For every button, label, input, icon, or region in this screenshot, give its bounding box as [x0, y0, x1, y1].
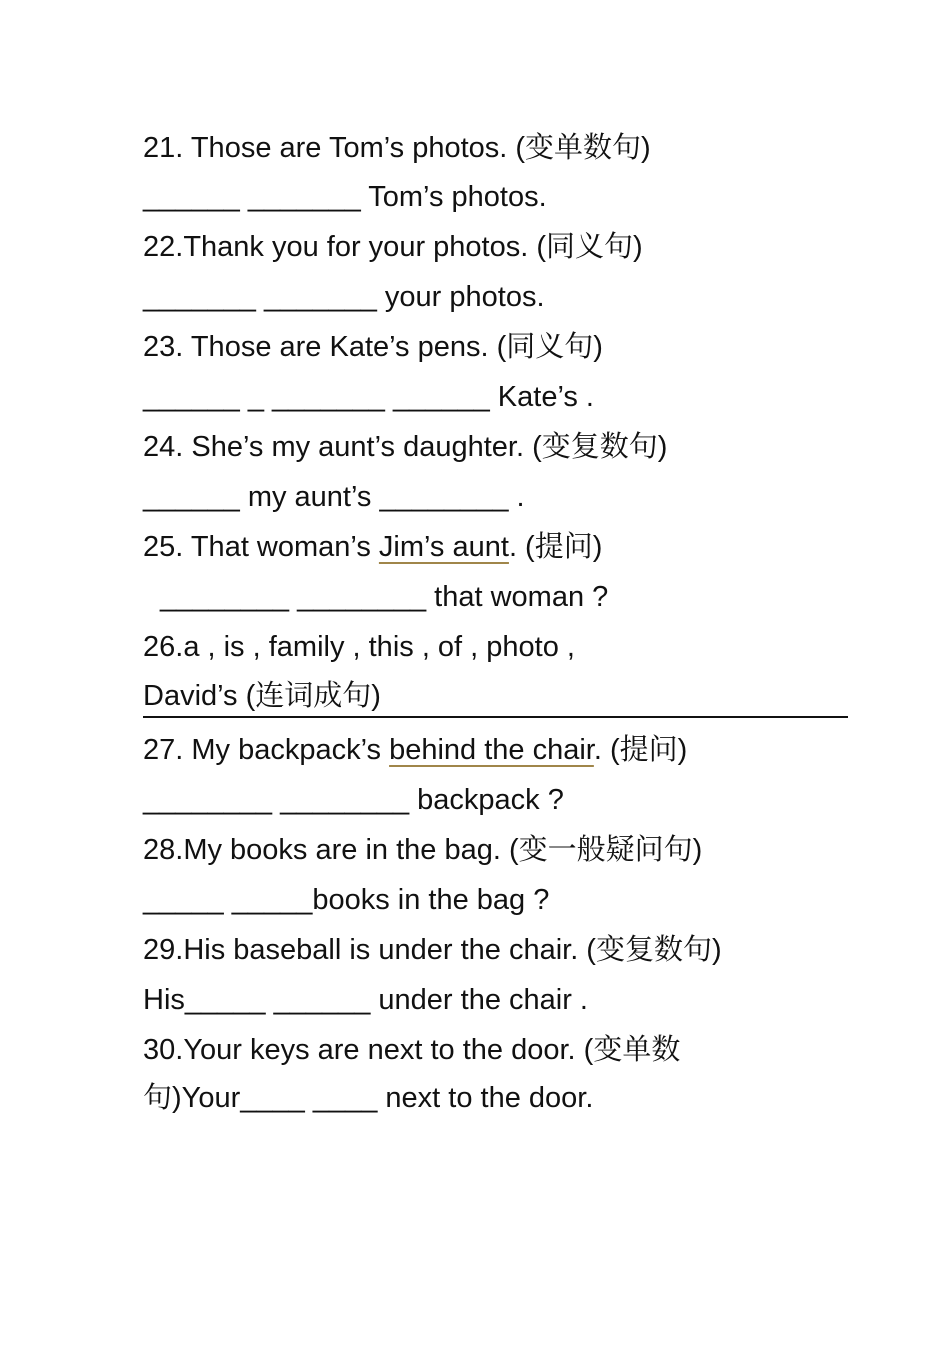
exercise-30-answer: 句)Your____ ____ next to the door.: [143, 1082, 594, 1114]
exercise-23-answer: ______ _ _______ ______ Kate’s .: [143, 381, 594, 413]
exercise-27-question-end: . (提问): [593, 734, 688, 766]
exercise-22-question: 22.Thank you for your photos. (同义句): [143, 231, 643, 263]
exercise-25-question: [143, 529, 848, 565]
exercise-21-question: 21. Those are Tom’s photos. (变单数句): [143, 132, 651, 164]
exercise-24-answer: ______ my aunt’s ________ .: [143, 481, 525, 513]
exercise-29-answer: His_____ ______ under the chair .: [143, 984, 588, 1016]
exercise-21-answer: ______ _______ Tom’s photos.: [143, 181, 547, 213]
exercise-30-question: 30.Your keys are next to the door. (变单数: [143, 1034, 681, 1066]
exercise-25-answer: ________ ________ that woman ?: [160, 581, 609, 613]
exercise-27-answer: ________ ________ backpack ?: [143, 784, 564, 816]
exercise-25-underlined-part: Jim’s aunt: [378, 531, 509, 563]
exercise-25-question-end: . (提问): [508, 531, 603, 563]
exercise-25-question-start: 25. That woman’s: [143, 531, 379, 563]
exercise-27-question-start: 27. My backpack’s: [143, 734, 390, 766]
exercise-27-underlined-part: behind the chair: [389, 734, 594, 766]
exercise-29-question: 29.His baseball is under the chair. (变复数句): [143, 934, 722, 966]
exercise-26-question: 26.a , is , family , this , of , photo ,: [143, 631, 575, 663]
exercise-27-question: [143, 732, 848, 768]
exercise-28-answer: _____ _____books in the bag ?: [143, 884, 550, 916]
exercise-22-answer: _______ _______ your photos.: [143, 281, 545, 313]
answer-rule-line: [143, 716, 848, 718]
exercise-24-question: 24. She’s my aunt’s daughter. (变复数句): [143, 431, 668, 463]
exercise-28-question: 28.My books are in the bag. (变一般疑问句): [143, 834, 703, 866]
exercise-26-answer: David’s (连词成句): [143, 680, 381, 712]
exercise-23-question: 23. Those are Kate’s pens. (同义句): [143, 331, 603, 363]
